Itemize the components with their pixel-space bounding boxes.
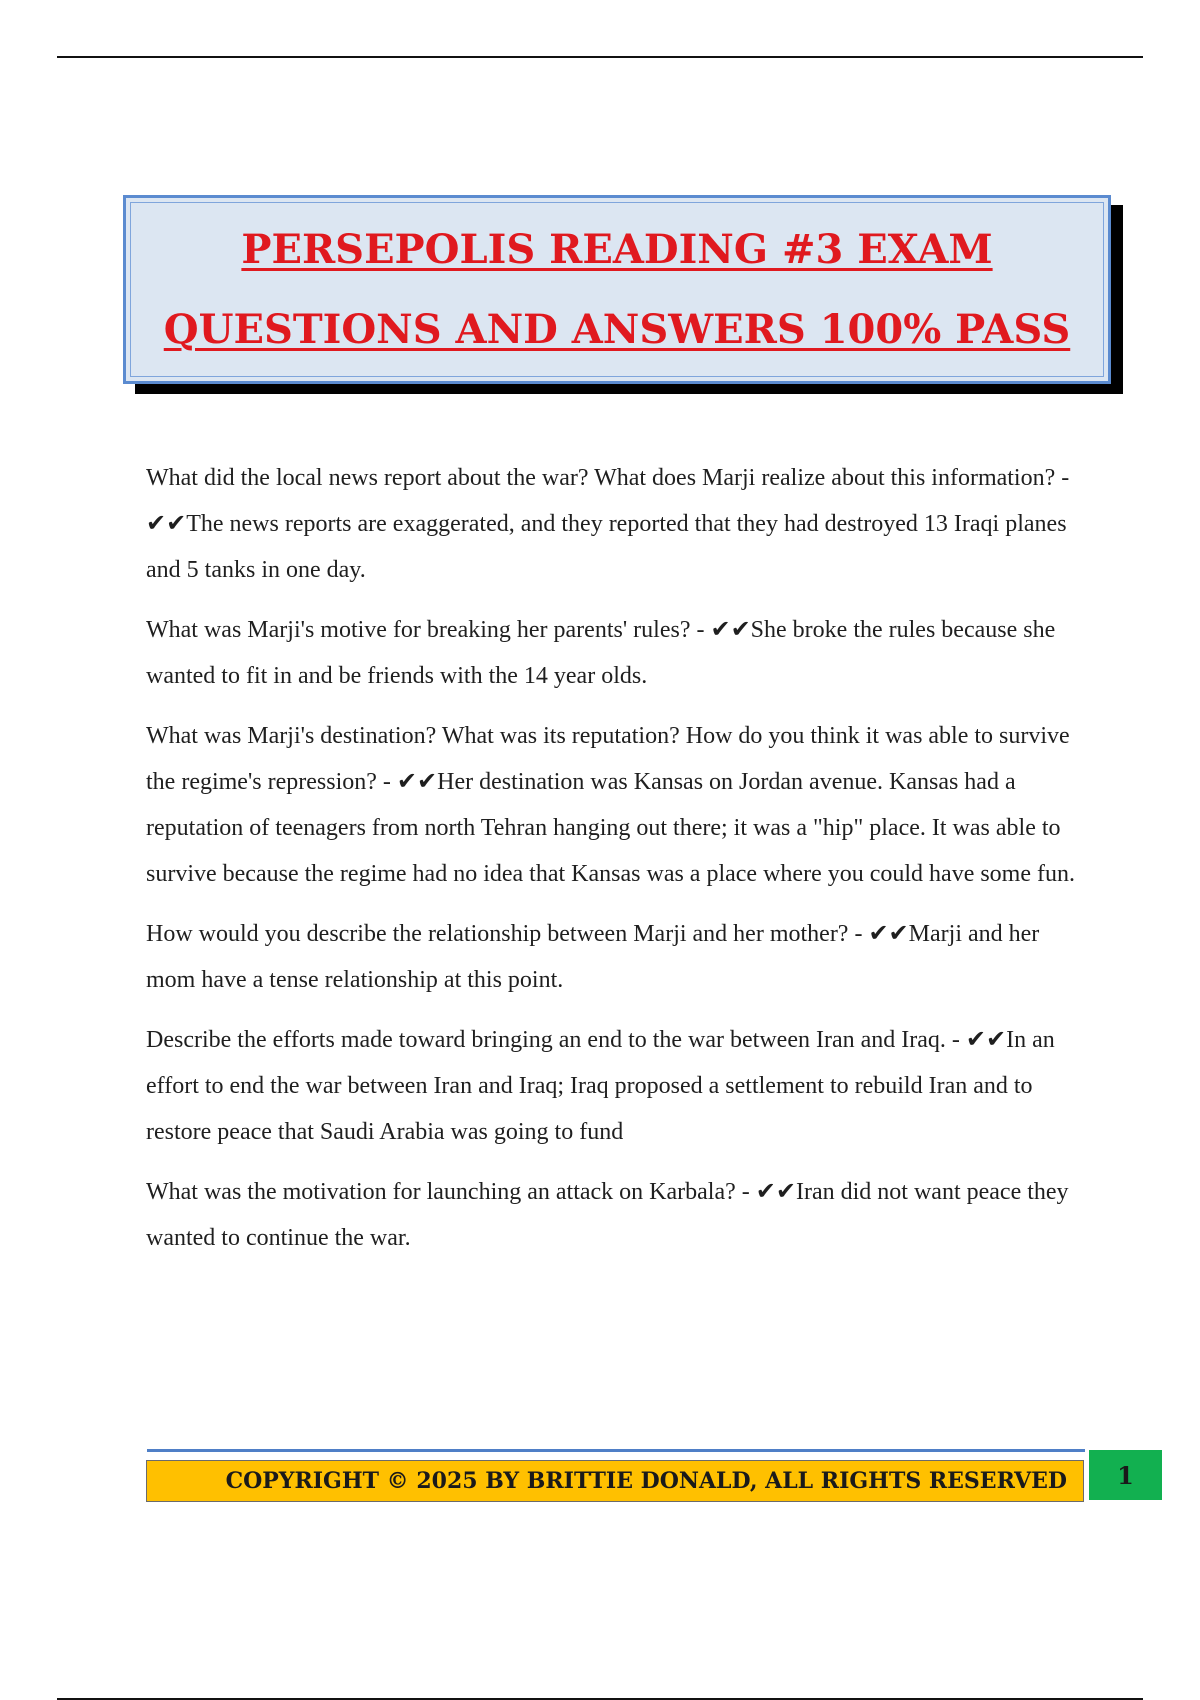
qa-item: What was the motivation for launching an attack on Karbala? - ✔✔Iran did not want peace they wanted to continue the war. — [146, 1179, 1069, 1251]
qa-item: What was Marji's motive for breaking her parents' rules? - ✔✔She broke the rules because she wanted to fit in and be friends with the 14 year olds. — [146, 617, 1056, 689]
title-box — [123, 195, 1111, 384]
document-title-line-2: QUESTIONS AND ANSWERS 100% PASS — [163, 305, 1071, 353]
copyright-text: COPYRIGHT © 2025 BY BRITTIE DONALD, ALL RIGHTS RESERVED — [225, 1468, 1067, 1494]
document-title-line-1: PERSEPOLIS READING #3 EXAM — [241, 225, 993, 273]
qa-item: What did the local news report about the war? What does Marji realize about this information? - ✔✔The news reports are exaggerated, and they reported that they had destroyed 13 Iraqi planes and 5 tanks in one day. — [146, 465, 1070, 583]
footer-copyright-bar — [146, 1460, 1084, 1502]
top-rule — [57, 56, 1143, 58]
qa-list — [146, 455, 1086, 1275]
qa-item: What was Marji's destination? What was its reputation? How do you think it was able to survive the regime's repression? - ✔✔Her destination was Kansas on Jordan avenue. Kansas had a reputation of teenagers from north Tehran hanging out there; it was a "hip" place. It was able to survive because the regime had no idea that Kansas was a place where you could have some fun. — [146, 723, 1075, 887]
qa-item: How would you describe the relationship between Marji and her mother? - ✔✔Marji and her mom have a tense relationship at this point. — [146, 921, 1040, 993]
footer-divider — [147, 1449, 1085, 1452]
page-number: 1 — [1117, 1460, 1134, 1490]
qa-item: Describe the efforts made toward bringing an end to the war between Iran and Iraq. - ✔✔In an effort to end the war between Iran and Iraq; Iraq proposed a settlement to rebuild Iran and to restore peace that Saudi Arabia was going to fund — [146, 1027, 1055, 1145]
page-number-box — [1089, 1450, 1162, 1500]
